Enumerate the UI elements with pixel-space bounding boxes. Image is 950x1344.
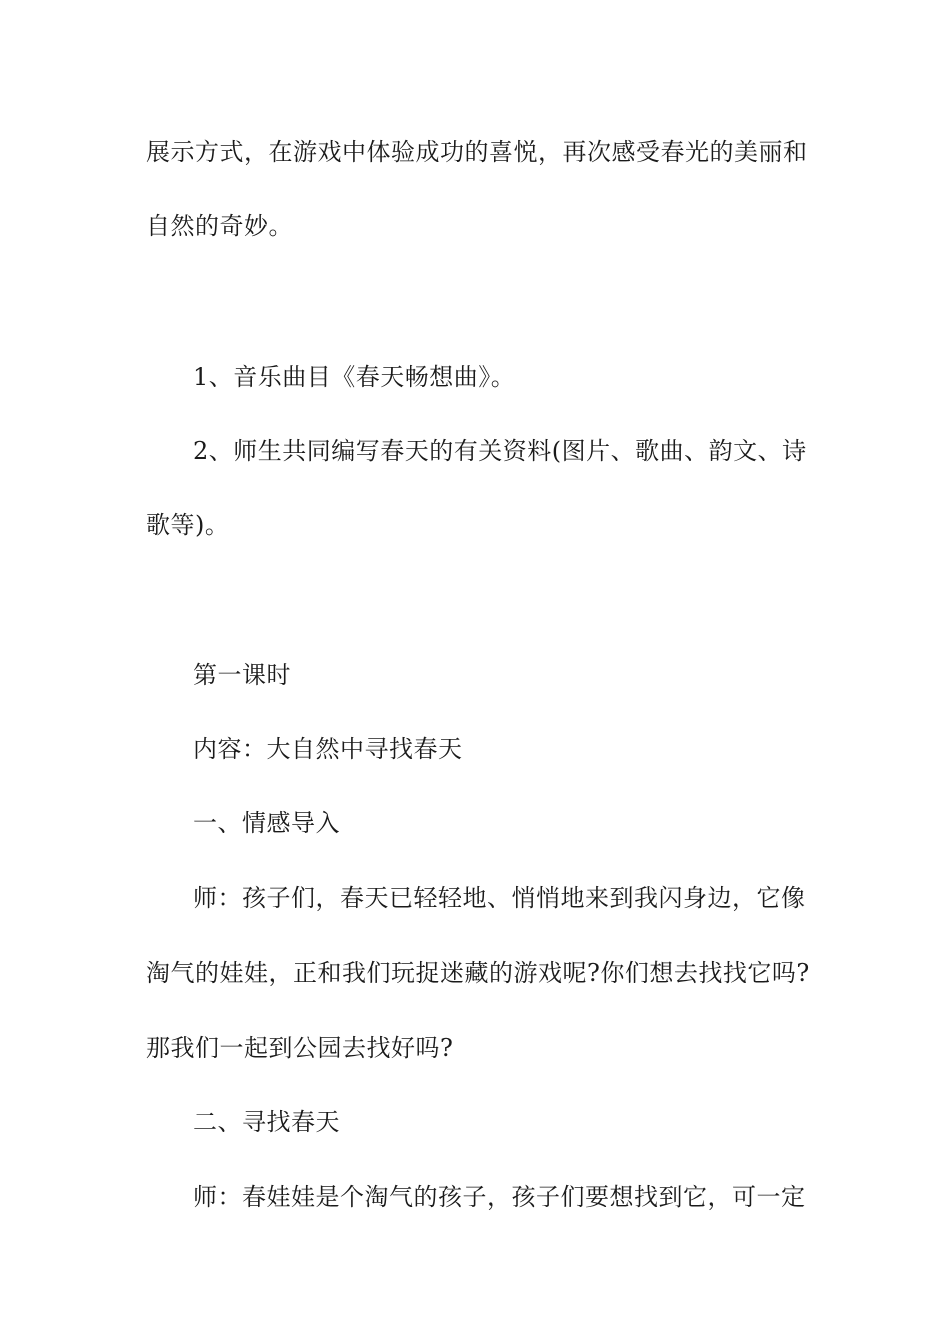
section-heading: 一、情感导入 [193, 809, 340, 837]
content-line: 内容：大自然中寻找春天 [193, 735, 463, 763]
text-line: 展示方式，在游戏中体验成功的喜悦，再次感受春光的美丽和 [146, 138, 808, 166]
text-line: 歌等)。 [146, 511, 230, 539]
text-line: 那我们一起到公园去找好吗? [146, 1034, 454, 1062]
section-heading: 第一课时 [193, 661, 291, 689]
list-item: 1、音乐曲目《春天畅想曲》。 [193, 363, 516, 391]
list-item: 2、师生共同编写春天的有关资料(图片、歌曲、韵文、诗 [193, 437, 807, 465]
text-line: 淘气的娃娃，正和我们玩捉迷藏的游戏呢?你们想去找找它吗? [146, 959, 810, 987]
text-line: 师：春娃娃是个淘气的孩子，孩子们要想找到它，可一定 [193, 1183, 806, 1211]
section-heading: 二、寻找春天 [193, 1108, 340, 1136]
text-line: 自然的奇妙。 [146, 212, 293, 240]
text-line: 师：孩子们，春天已轻轻地、悄悄地来到我闪身边，它像 [193, 884, 806, 912]
